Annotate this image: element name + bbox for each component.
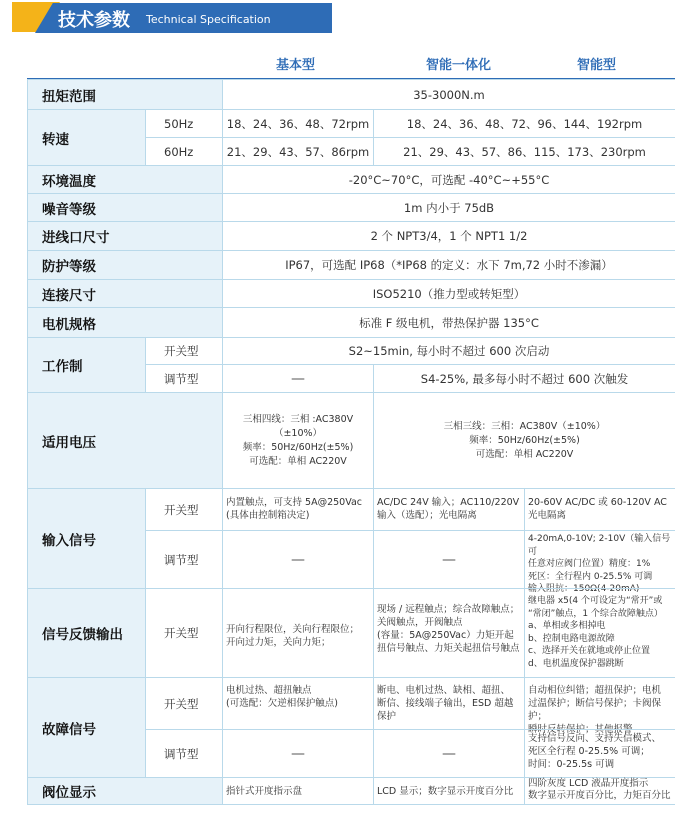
input-switch-basic: 内置触点，可支持 5A@250Vac (具体由控制箱决定) [222, 488, 373, 530]
row-label-entry: 进线口尺寸 [27, 221, 222, 250]
fault-reg-label: 调节型 [145, 729, 222, 777]
header-title-cn: 技术参数 [58, 10, 130, 31]
row-label-position: 阀位显示 [27, 777, 222, 804]
feedback-switch-label: 开关型 [145, 588, 222, 677]
duty-switch-label: 开关型 [145, 337, 222, 364]
speed-50hz-other: 18、24、36、48、72、96、144、192rpm [373, 109, 675, 137]
voltage-basic [222, 392, 373, 488]
input-switch-label: 开关型 [145, 488, 222, 530]
fault-switch-smart: 自动相位纠错；超扭保护；电机 过温保护；断信号保护；卡阀保护； 瞬时反转保护；其他报警 [524, 677, 675, 729]
section-header [0, 0, 697, 40]
speed-50hz-basic: 18、24、36、48、72rpm [222, 109, 373, 137]
position-integrated: LCD 显示；数字显示开度百分比 [373, 777, 524, 804]
header-title-en: Technical Specification [146, 13, 271, 26]
voltage-basic-text: 三相四线：三相 :AC380V（±10%） 频率：50Hz/60Hz(±5%) 可选配：单相 AC220V [242, 413, 354, 467]
fault-reg-integrated: — [373, 729, 524, 777]
row-label-voltage: 适用电压 [27, 392, 222, 488]
row-label-input: 输入信号 [27, 488, 145, 588]
feedback-switch-integrated: 现场 / 远程触点；综合故障触点； 关阀触点，开阀触点 (容量：5A@250Vac）力矩开起 扭信号触点、力矩关起扭信号触点 [373, 588, 524, 677]
row-label-noise: 噪音等级 [27, 193, 222, 221]
voltage-other-text: 三相三线：三相：AC380V（±10%） 频率：50Hz/60Hz(±5%) 可选配：单相 AC220V [443, 420, 606, 460]
input-switch-integrated: AC/DC 24V 输入；AC110/220V 输入（选配）；光电隔离 [373, 488, 524, 530]
temp-value: -20°C~70°C，可选配 -40°C~+55°C [222, 165, 675, 193]
row-label-feedback: 信号反馈输出 [27, 588, 145, 677]
duty-reg-other: S4-25%, 最多每小时不超过 600 次触发 [373, 364, 675, 392]
position-smart: 四阶灰度 LCD 液晶开度指示 数字显示开度百分比，力矩百分比 [524, 777, 675, 804]
duty-switch-value: S2~15min, 每小时不超过 600 次启动 [222, 337, 675, 364]
noise-value: 1m 内小于 75dB [222, 193, 675, 221]
column-integrated: 智能一体化 [426, 58, 492, 73]
row-label-connect: 连接尺寸 [27, 279, 222, 307]
fault-reg-basic: — [222, 729, 373, 777]
column-smart: 智能型 [577, 58, 617, 73]
torque-value: 35-3000N.m [222, 79, 675, 109]
row-label-temp: 环境温度 [27, 165, 222, 193]
duty-reg-basic: — [222, 364, 373, 392]
entry-value: 2 个 NPT3/4，1 个 NPT1 1/2 [222, 221, 675, 250]
table-bottom-rule [27, 804, 675, 805]
speed-60hz-basic: 21、29、43、57、86rpm [222, 137, 373, 165]
fault-switch-basic: 电机过热、超扭触点 (可选配：欠逆相保护触点) [222, 677, 373, 729]
position-basic: 指针式开度指示盘 [222, 777, 373, 804]
row-label-protect: 防护等级 [27, 250, 222, 279]
input-reg-smart: 4-20mA,0-10V; 2-10V（输入信号可 任意对应阀门位置）精度：1% 死区：全行程内 0-25.5% 可调 输入阻抗：150Ω(4-20mA) [524, 530, 675, 588]
speed-50hz-label: 50Hz [145, 109, 222, 137]
speed-60hz-other: 21、29、43、57、86、115、173、230rpm [373, 137, 675, 165]
speed-60hz-label: 60Hz [145, 137, 222, 165]
feedback-switch-smart: 继电器 x5(4 个可设定为“常开”或 “常闭”触点，1 个综合故障触点） a、单相或多相掉电 b、控制电路电源故障 c、选择开关在就地或停止位置 d、电机温度保护器跳断 [524, 588, 675, 677]
input-reg-integrated: — [373, 530, 524, 588]
connect-value: ISO5210（推力型或转矩型） [222, 279, 675, 307]
row-label-duty: 工作制 [27, 337, 145, 392]
fault-reg-smart: 支持信号反向、支持失信模式、 死区全行程 0-25.5% 可调； 时间：0-25.5s 可调 [524, 729, 675, 777]
column-basic: 基本型 [276, 58, 316, 73]
row-label-torque: 扭矩范围 [27, 79, 222, 109]
row-label-fault: 故障信号 [27, 677, 145, 777]
row-label-speed: 转速 [27, 109, 145, 165]
fault-switch-integrated: 断电、电机过热、缺相、超扭、 断信、接线端子输出，ESD 超越 保护 [373, 677, 524, 729]
input-switch-smart: 20-60V AC/DC 或 60-120V AC 光电隔离 [524, 488, 675, 530]
fault-switch-label: 开关型 [145, 677, 222, 729]
voltage-other [373, 392, 675, 488]
input-reg-label: 调节型 [145, 530, 222, 588]
row-label-motor: 电机规格 [27, 307, 222, 337]
protect-value: IP67，可选配 IP68（*IP68 的定义：水下 7m,72 小时不渗漏） [222, 250, 675, 279]
motor-value: 标准 F 级电机，带热保护器 135°C [222, 307, 675, 337]
duty-reg-label: 调节型 [145, 364, 222, 392]
input-reg-basic: — [222, 530, 373, 588]
feedback-switch-basic: 开向行程限位，关向行程限位； 开向过力矩，关向力矩； [222, 588, 373, 677]
